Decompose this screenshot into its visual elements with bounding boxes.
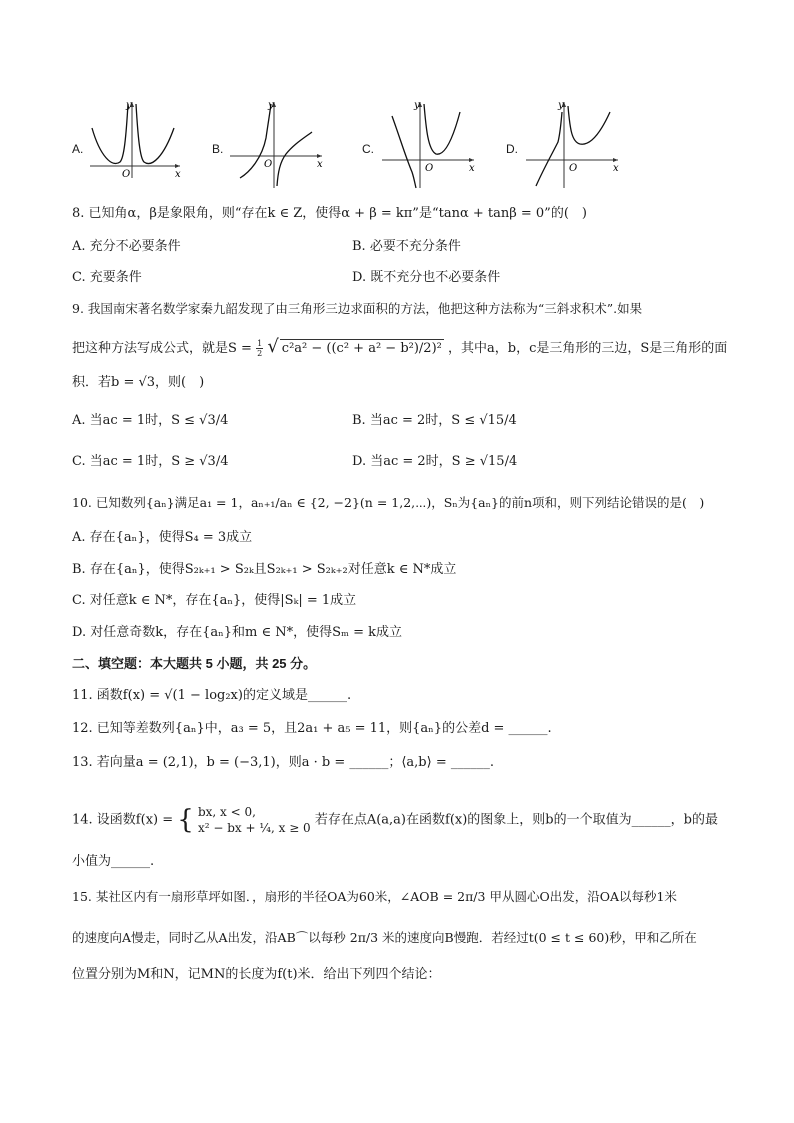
- q9-line2-pre: 把这种方法写成公式，就是S =: [72, 341, 252, 356]
- q15-line1: 15. 某社区内有一扇形草坪如图．，扇形的半径OA为60米，∠AOB = 2π/3 甲从圆心O出发，沿OA以每秒1米: [72, 889, 677, 904]
- graph-label-c: C.: [362, 142, 374, 156]
- graph-b-y: y: [268, 100, 274, 111]
- q9-option-a: A. 当ac = 1时，S ≤ √3/4: [72, 413, 229, 428]
- q11: 11. 函数f(x) = √(1 − log₂x)的定义域是______.: [72, 688, 352, 703]
- q14-post: 若存在点A(a,a)在函数f(x)的图象上，则b的一个取值为______，b的最: [314, 812, 718, 828]
- q14-cases: [198, 804, 311, 836]
- q10-option-d: D. 对任意奇数k，存在{aₙ}和m ∈ N*，使得Sₘ = k成立: [72, 625, 403, 640]
- q15-line3: 位置分别为M和N，记MN的长度为f(t)米．给出下列四个结论：: [72, 967, 441, 982]
- graph-d-y: y: [558, 100, 564, 111]
- graph-c-origin: O: [425, 163, 434, 174]
- graph-label-d: D.: [506, 142, 518, 156]
- q10-option-b: B. 存在{aₙ}，使得S₂ₖ₊₁ > S₂ₖ且S₂ₖ₊₁ > S₂ₖ₊₂对任意k ∈ N*成立: [72, 562, 457, 577]
- graph-label-a: A.: [72, 142, 84, 156]
- graph-a-origin: O: [122, 169, 131, 180]
- q9-half: $\frac{1}{2}$: [257, 339, 263, 358]
- q8-option-d: D. 既不充分也不必要条件: [352, 270, 501, 285]
- graph-c: [380, 98, 480, 190]
- q14-brace: {: [177, 805, 194, 835]
- q14-line1: [72, 804, 718, 836]
- graph-b-x: x: [317, 159, 323, 170]
- q14-line2: 小值为______.: [72, 854, 155, 869]
- q14-case1: bx, x < 0,: [197, 805, 256, 819]
- q9-line2: [72, 338, 727, 358]
- graph-d: [524, 98, 624, 190]
- q15-line2: 的速度向A慢走，同时乙从A出发，沿AB⌒以每秒 2π/3 米的速度向B慢跑．若经过t(0 ≤ t ≤ 60)秒，甲和乙所在: [72, 930, 697, 945]
- q9-option-c: C. 当ac = 1时，S ≥ √3/4: [72, 454, 229, 469]
- q9-line2-post: ，其中a，b，c是三角形的三边，S是三角形的面: [448, 341, 728, 356]
- q10-stem: 10. 已知数列{aₙ}满足a₁ = 1，aₙ₊₁/aₙ ∈ {2, −2}(n = 1,2,⋯)，Sₙ为{aₙ}的前n项和，则下列结论错误的是( ): [72, 495, 705, 510]
- graph-b: [228, 98, 328, 190]
- q8-stem: 8. 已知角α，β是象限角，则“存在k ∈ Z，使得α + β = kπ”是“tanα + tanβ = 0”的( ): [72, 206, 587, 221]
- graph-c-y: y: [414, 100, 420, 111]
- graph-label-b: B.: [212, 142, 224, 156]
- q9-option-d: D. 当ac = 2时，S ≥ √15/4: [352, 454, 518, 469]
- graph-a-y: y: [126, 100, 132, 111]
- q9-line1: 9. 我国南宋著名数学家秦九韶发现了由三角形三边求面积的方法，他把这种方法称为“三斜求积术”.如果: [72, 301, 643, 316]
- q9-option-b: B. 当ac = 2时，S ≤ √15/4: [352, 413, 517, 428]
- graph-c-x: x: [469, 163, 475, 174]
- section-fill-in-title: 二、填空题：本大题共 5 小题，共 25 分。: [72, 656, 317, 671]
- q12: 12. 已知等差数列{aₙ}中，a₃ = 5，且2a₁ + a₅ = 11，则{aₙ}的公差d = ______.: [72, 721, 552, 736]
- q8-option-b: B. 必要不充分条件: [352, 239, 461, 254]
- q10-option-a: A. 存在{aₙ}，使得S₄ = 3成立: [72, 530, 253, 545]
- q14-case2: x² − bx + ¼, x ≥ 0: [197, 821, 311, 835]
- graph-d-origin: O: [569, 163, 578, 174]
- q8-option-a: A. 充分不必要条件: [72, 239, 181, 254]
- q13: 13. 若向量a = (2,1)，b = (−3,1)，则a · b = ______；⟨a,b⟩ = ______.: [72, 755, 494, 770]
- graph-b-origin: O: [264, 159, 273, 170]
- graph-a: [86, 98, 186, 180]
- q8-option-c: C. 充要条件: [72, 270, 142, 285]
- q14-pre: 14. 设函数f(x) =: [72, 812, 174, 828]
- q9-formula: c²a² − ((c² + a² − b²)/2)²: [281, 341, 442, 356]
- graph-a-x: x: [175, 169, 181, 180]
- q10-option-c: C. 对任意k ∈ N*，存在{aₙ}，使得|Sₖ| = 1成立: [72, 593, 357, 608]
- q9-line3: 积．若b = √3，则( ): [72, 375, 205, 390]
- q9-radical: √: [267, 336, 279, 357]
- graph-d-x: x: [613, 163, 619, 174]
